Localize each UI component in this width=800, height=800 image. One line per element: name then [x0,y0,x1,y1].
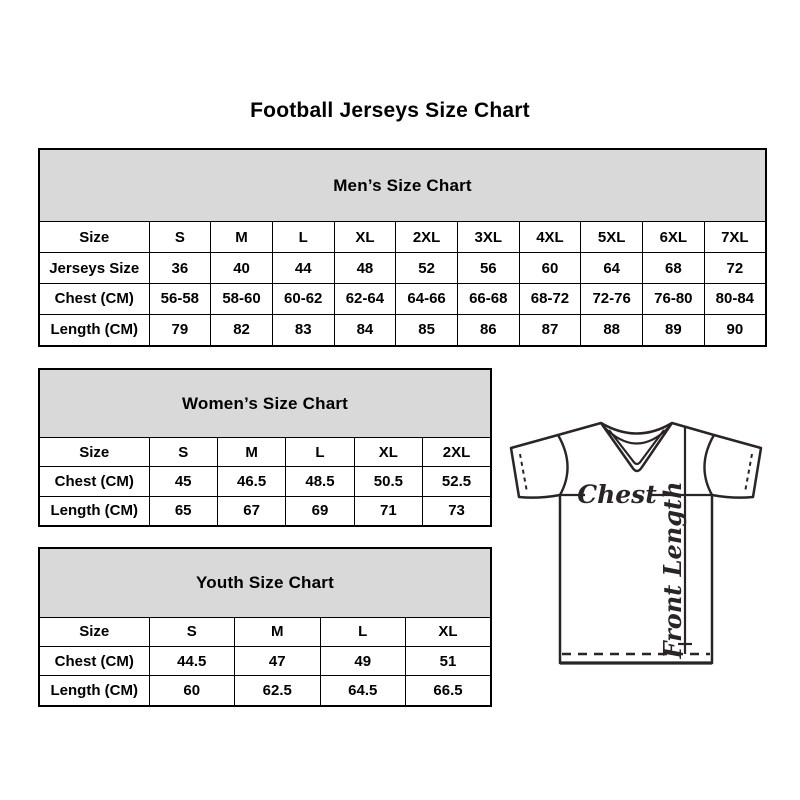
row-header-cell: Chest (CM) [39,647,149,676]
table-title-band [39,369,491,438]
table-row [39,496,491,526]
value-cell: 82 [211,314,273,346]
value-cell: 69 [286,496,354,526]
table-row [39,467,491,496]
value-cell: 4XL [519,222,581,253]
value-cell: M [211,222,273,253]
value-cell: 40 [211,253,273,284]
mens-table-title: Men’s Size Chart [39,149,766,222]
value-cell: 46.5 [217,467,285,496]
value-cell: XL [334,222,396,253]
value-cell: 64-66 [396,283,458,314]
table-title-band [39,149,766,222]
value-cell: 86 [457,314,519,346]
value-cell: 7XL [704,222,766,253]
value-cell: L [320,617,406,646]
womens-table-title: Women’s Size Chart [39,369,491,438]
value-cell: M [217,438,285,467]
value-cell: 68 [643,253,705,284]
table-row [39,253,766,284]
value-cell: 73 [423,496,491,526]
value-cell: 79 [149,314,211,346]
value-cell: S [149,438,217,467]
row-header-cell: Jerseys Size [39,253,149,284]
page-title: Football Jerseys Size Chart [250,99,530,122]
row-header-cell: Size [39,617,149,646]
value-cell: 64.5 [320,676,406,706]
table-row [39,314,766,346]
table-row [39,647,491,676]
value-cell: 56 [457,253,519,284]
table-row [39,617,491,646]
value-cell: XL [406,617,492,646]
row-header-cell: Size [39,222,149,253]
value-cell: 48.5 [286,467,354,496]
row-header-cell: Length (CM) [39,496,149,526]
table-row [39,676,491,706]
value-cell: 45 [149,467,217,496]
value-cell: 80-84 [704,283,766,314]
value-cell: 85 [396,314,458,346]
jersey-diagram [498,404,778,674]
value-cell: 62-64 [334,283,396,314]
value-cell: 60-62 [272,283,334,314]
value-cell: 49 [320,647,406,676]
value-cell: 2XL [396,222,458,253]
value-cell: 44 [272,253,334,284]
value-cell: 6XL [643,222,705,253]
value-cell: 90 [704,314,766,346]
value-cell: 47 [235,647,321,676]
row-header-cell: Length (CM) [39,314,149,346]
value-cell: 64 [581,253,643,284]
value-cell: XL [354,438,422,467]
value-cell: 3XL [457,222,519,253]
value-cell: 58-60 [211,283,273,314]
row-header-cell: Size [39,438,149,467]
value-cell: 72 [704,253,766,284]
mens-size-table [38,148,767,347]
table-row [39,438,491,467]
table-title-band [39,548,491,617]
row-header-cell: Chest (CM) [39,283,149,314]
front-length-label: Front Length [658,481,687,659]
jersey-outline [511,423,761,663]
value-cell: 76-80 [643,283,705,314]
value-cell: 5XL [581,222,643,253]
value-cell: 83 [272,314,334,346]
value-cell: 56-58 [149,283,211,314]
value-cell: 44.5 [149,647,235,676]
value-cell: M [235,617,321,646]
youth-table-title: Youth Size Chart [39,548,491,617]
row-header-cell: Chest (CM) [39,467,149,496]
value-cell: 60 [149,676,235,706]
value-cell: 66-68 [457,283,519,314]
table-row [39,283,766,314]
value-cell: 89 [643,314,705,346]
value-cell: 67 [217,496,285,526]
value-cell: 87 [519,314,581,346]
value-cell: L [286,438,354,467]
value-cell: 60 [519,253,581,284]
youth-size-table [38,547,492,707]
chest-label: Chest [577,480,657,509]
value-cell: 84 [334,314,396,346]
value-cell: 52.5 [423,467,491,496]
value-cell: S [149,222,211,253]
row-header-cell: Length (CM) [39,676,149,706]
value-cell: L [272,222,334,253]
table-row [39,222,766,253]
value-cell: 48 [334,253,396,284]
value-cell: S [149,617,235,646]
womens-size-table [38,368,492,527]
value-cell: 88 [581,314,643,346]
value-cell: 2XL [423,438,491,467]
value-cell: 62.5 [235,676,321,706]
value-cell: 52 [396,253,458,284]
value-cell: 65 [149,496,217,526]
value-cell: 36 [149,253,211,284]
value-cell: 71 [354,496,422,526]
value-cell: 68-72 [519,283,581,314]
value-cell: 66.5 [406,676,492,706]
value-cell: 72-76 [581,283,643,314]
value-cell: 51 [406,647,492,676]
value-cell: 50.5 [354,467,422,496]
